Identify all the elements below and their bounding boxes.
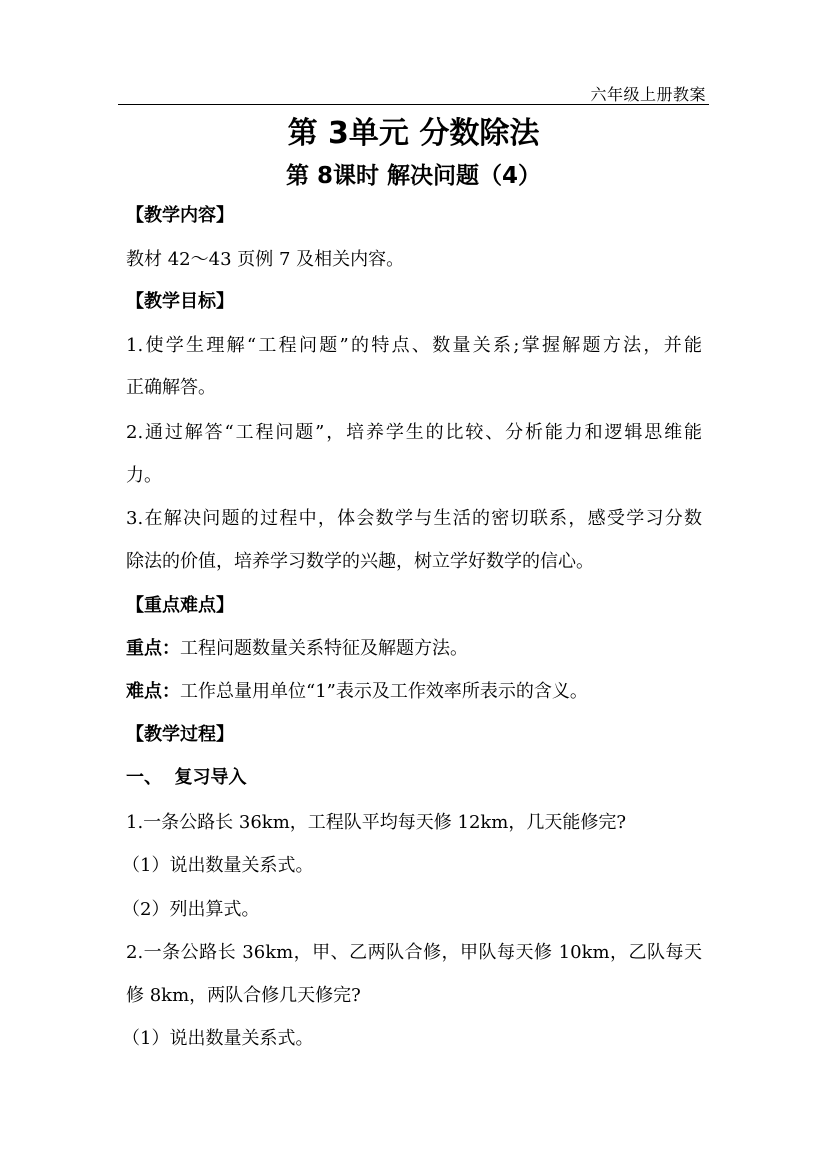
key-point-text: 工程问题数量关系特征及解题方法。 bbox=[180, 638, 468, 659]
question-1-step-2: （2）列出算式。 bbox=[122, 899, 260, 920]
question-1: 1.一条公路长 36km，工程队平均每天修 12km，几天能修完? bbox=[126, 812, 627, 833]
question-2-step-1: （1）说出数量关系式。 bbox=[122, 1028, 314, 1049]
goal-3-line-1: 3.在解决问题的过程中，体会数学与生活的密切联系，感受学习分数 bbox=[126, 508, 702, 529]
key-point-line bbox=[126, 637, 468, 661]
key-point-label: 重点： bbox=[126, 638, 180, 659]
difficult-point-text: 工作总量用单位“1”表示及工作效率所表示的含义。 bbox=[180, 681, 588, 702]
section-heading-goals: 【教学目标】 bbox=[126, 291, 234, 312]
section-heading-content: 【教学内容】 bbox=[126, 205, 234, 226]
section-heading-process: 【教学过程】 bbox=[126, 724, 234, 745]
section-heading-key-points: 【重点难点】 bbox=[126, 595, 234, 616]
goal-3-line-2: 除法的价值，培养学习数学的兴趣，树立学好数学的信心。 bbox=[126, 551, 594, 572]
difficult-point-label: 难点： bbox=[126, 681, 180, 702]
header-divider bbox=[118, 104, 709, 105]
question-2-line-2: 修 8km，两队合修几天修完? bbox=[126, 985, 361, 1006]
part-1-heading: 一、 复习导入 bbox=[126, 767, 247, 788]
question-1-step-1: （1）说出数量关系式。 bbox=[122, 855, 314, 876]
content-text: 教材 42～43 页例 7 及相关内容。 bbox=[126, 249, 405, 270]
difficult-point-line bbox=[126, 680, 588, 704]
goal-1-line-2: 正确解答。 bbox=[126, 377, 216, 398]
goal-2-line-2: 力。 bbox=[126, 465, 162, 486]
unit-title: 第 3单元 分数除法 bbox=[287, 116, 540, 151]
header-grade-label: 六年级上册教案 bbox=[590, 85, 706, 104]
goal-2-line-1: 2.通过解答“工程问题”，培养学生的比较、分析能力和逻辑思维能 bbox=[126, 422, 702, 443]
lesson-title: 第 8课时 解决问题（4） bbox=[285, 163, 542, 189]
question-2-line-1: 2.一条公路长 36km，甲、乙两队合修，甲队每天修 10km，乙队每天 bbox=[126, 942, 702, 963]
goal-1-line-1: 1.使学生理解“工程问题”的特点、数量关系;掌握解题方法，并能 bbox=[126, 335, 702, 356]
